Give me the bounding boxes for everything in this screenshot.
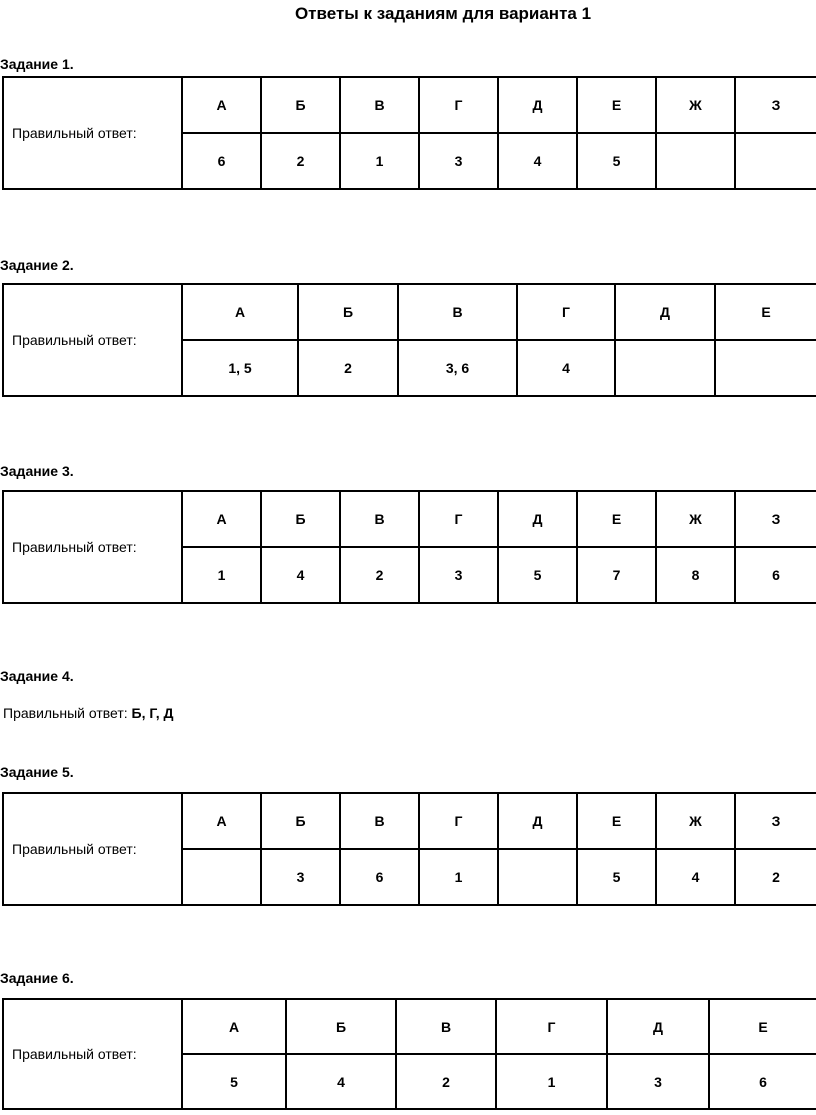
column-header: В: [398, 284, 517, 340]
answer-cell: 2: [396, 1054, 496, 1109]
column-header: А: [182, 284, 298, 340]
answer-cell: [182, 849, 261, 905]
answer-cell: 5: [577, 849, 656, 905]
column-header: Д: [498, 77, 577, 133]
task-3-answer-table: [2, 490, 816, 604]
answer-cell: 3: [419, 133, 498, 189]
task-6-answer-table: [2, 998, 816, 1110]
answer-cell: 6: [735, 547, 816, 603]
answer-cell: 3, 6: [398, 340, 517, 396]
answer-cell: 3: [607, 1054, 709, 1109]
answer-label: Правильный ответ:: [3, 999, 182, 1109]
column-header: Е: [577, 793, 656, 849]
answer-cell: 8: [656, 547, 735, 603]
column-header: Е: [715, 284, 816, 340]
column-header: Е: [709, 999, 816, 1054]
column-header: Е: [577, 77, 656, 133]
column-header: Б: [261, 491, 340, 547]
column-header: Д: [607, 999, 709, 1054]
task-6-heading: Задание 6.: [0, 970, 74, 986]
column-header: Д: [498, 793, 577, 849]
column-header: Б: [286, 999, 396, 1054]
answer-cell: 1: [419, 849, 498, 905]
column-header: Г: [517, 284, 615, 340]
answer-cell: 6: [709, 1054, 816, 1109]
column-header: Г: [419, 793, 498, 849]
column-header: В: [340, 77, 419, 133]
answer-cell: [735, 133, 816, 189]
answer-cell: 5: [498, 547, 577, 603]
answer-cell: 5: [182, 1054, 286, 1109]
column-header: А: [182, 77, 261, 133]
task-1-heading: Задание 1.: [0, 56, 74, 72]
answer-cell: 3: [419, 547, 498, 603]
column-header: В: [396, 999, 496, 1054]
column-header: А: [182, 999, 286, 1054]
answer-cell: 4: [517, 340, 615, 396]
answer-cell: 2: [261, 133, 340, 189]
page-title: Ответы к заданиям для варианта 1: [294, 4, 592, 23]
column-header: Б: [261, 793, 340, 849]
column-header: Д: [498, 491, 577, 547]
column-header: Г: [419, 77, 498, 133]
answer-cell: [656, 133, 735, 189]
column-header: Б: [298, 284, 398, 340]
answer-cell: 5: [577, 133, 656, 189]
column-header: А: [182, 793, 261, 849]
answer-label: Правильный ответ:: [3, 793, 182, 905]
column-header: Г: [496, 999, 607, 1054]
column-header: З: [735, 793, 816, 849]
answer-value: Б, Г, Д: [131, 705, 174, 721]
answer-cell: 2: [298, 340, 398, 396]
task-1-answer-table: [2, 76, 816, 190]
column-header: Ж: [656, 77, 735, 133]
column-header: Ж: [656, 793, 735, 849]
answer-cell: 7: [577, 547, 656, 603]
answer-cell: 2: [735, 849, 816, 905]
answer-cell: 1: [182, 547, 261, 603]
answer-cell: 3: [261, 849, 340, 905]
column-header: В: [340, 793, 419, 849]
answer-cell: [715, 340, 816, 396]
task-3-heading: Задание 3.: [0, 463, 74, 479]
column-header: Е: [577, 491, 656, 547]
answer-cell: 4: [498, 133, 577, 189]
column-header: Б: [261, 77, 340, 133]
task-4-heading: Задание 4.: [0, 668, 74, 684]
column-header: З: [735, 77, 816, 133]
answer-cell: 1: [496, 1054, 607, 1109]
task-2-heading: Задание 2.: [0, 257, 74, 273]
column-header: Г: [419, 491, 498, 547]
answer-cell: 6: [340, 849, 419, 905]
answer-cell: [498, 849, 577, 905]
answer-cell: 4: [286, 1054, 396, 1109]
task-5-answer-table: [2, 792, 816, 906]
answer-cell: 1: [340, 133, 419, 189]
answer-cell: 6: [182, 133, 261, 189]
answer-cell: 4: [261, 547, 340, 603]
column-header: А: [182, 491, 261, 547]
answer-label: Правильный ответ:: [3, 284, 182, 396]
column-header: Д: [615, 284, 715, 340]
column-header: В: [340, 491, 419, 547]
answer-cell: 1, 5: [182, 340, 298, 396]
column-header: З: [735, 491, 816, 547]
task-4-answer-line: [3, 705, 174, 721]
answer-cell: 4: [656, 849, 735, 905]
answer-cell: [615, 340, 715, 396]
task-2-answer-table: [2, 283, 816, 397]
answer-cell: 2: [340, 547, 419, 603]
column-header: Ж: [656, 491, 735, 547]
answer-label: Правильный ответ:: [3, 705, 128, 721]
task-5-heading: Задание 5.: [0, 764, 74, 780]
answer-label: Правильный ответ:: [3, 491, 182, 603]
answer-label: Правильный ответ:: [3, 77, 182, 189]
